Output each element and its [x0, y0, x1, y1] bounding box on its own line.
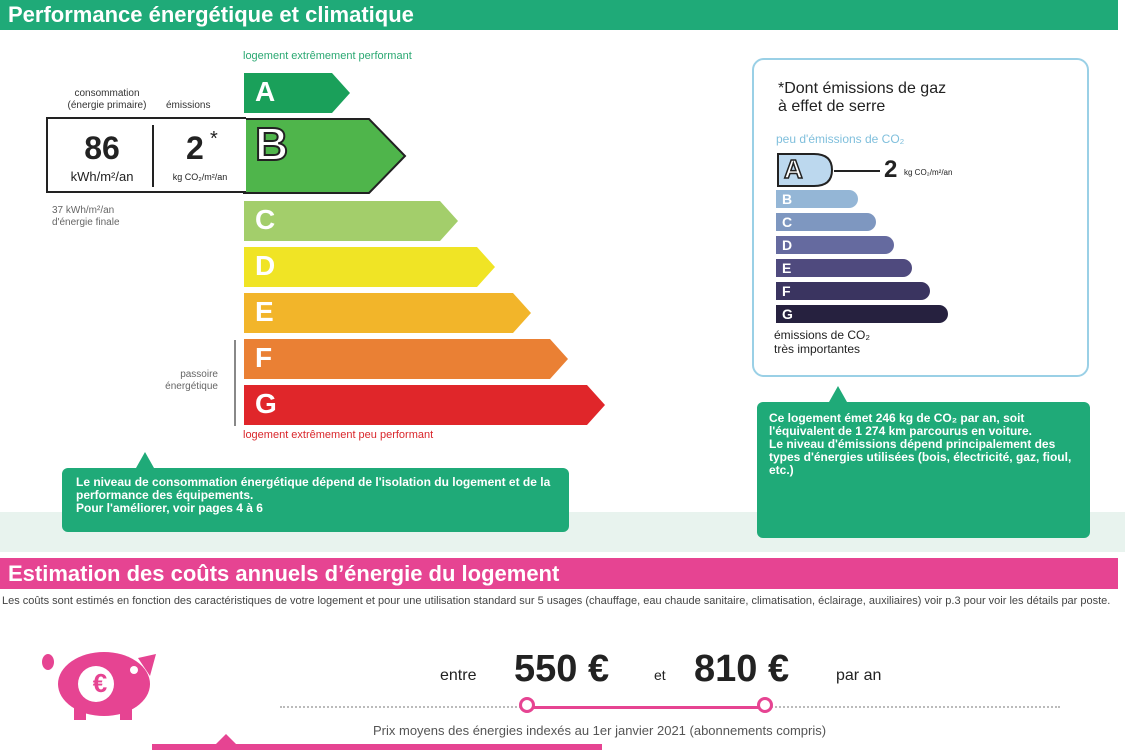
- grade-bar-e: [243, 292, 533, 332]
- range-min-marker: [519, 697, 535, 713]
- emissions-star: *: [210, 128, 218, 150]
- co2-bar-g: G: [776, 305, 948, 323]
- callout-pointer: [136, 452, 154, 468]
- range-max-marker: [757, 697, 773, 713]
- consumption-label: consommation (énergie primaire): [67, 88, 147, 111]
- energy-callout: Le niveau de consommation énergétique dépend de l'isolation du logement et de la performance des équipements. Pour l'améliorer, voir pages 4 à 6: [62, 468, 569, 532]
- section-title-costs: Estimation des coûts annuels d’énergie du logement: [0, 558, 1118, 589]
- grade-letter-c: C: [255, 204, 276, 235]
- value-box: [46, 117, 246, 193]
- top-scale-label: logement extrêmement performant: [243, 50, 412, 62]
- section-title-performance: Performance énergétique et climatique: [0, 0, 1118, 30]
- consumption-value: 86: [84, 130, 120, 166]
- ges-value: 2: [884, 156, 898, 183]
- cost-par-an: par an: [836, 667, 882, 684]
- ges-bottom-label: émissions de CO₂ très importantes: [774, 328, 871, 356]
- cost-et: et: [654, 667, 666, 683]
- consumption-unit: kWh/m²/an: [70, 169, 134, 184]
- bottom-scale-label: logement extrêmement peu performant: [243, 429, 434, 441]
- grade-letter-e: E: [255, 296, 274, 327]
- max-cost: 810 €: [694, 648, 790, 690]
- value-divider: [152, 125, 154, 187]
- grade-letter-d: D: [255, 250, 276, 281]
- grade-bar-g: [243, 384, 607, 424]
- grade-bar-b: [243, 118, 407, 192]
- grade-letter-a: A: [255, 76, 276, 107]
- emissions-value: 2: [186, 130, 204, 166]
- ges-current-grade: A: [784, 154, 803, 184]
- ges-callout-pointer: [829, 386, 847, 402]
- grade-bar-f: [243, 338, 570, 378]
- grade-letter-b: B: [255, 118, 289, 170]
- prices-note: Prix moyens des énergies indexés au 1er janvier 2021 (abonnements compris): [373, 723, 827, 738]
- passoire-bracket: [234, 340, 236, 426]
- ges-connector-line: [834, 170, 880, 172]
- co2-bar-b: B: [776, 190, 858, 208]
- grade-letter-f: F: [255, 342, 273, 373]
- cost-entre: entre: [440, 667, 477, 684]
- grade-bar-c: [243, 200, 460, 240]
- co2-bar-c: C: [776, 213, 876, 231]
- euro-symbol: €: [92, 668, 108, 698]
- ges-title: *Dont émissions de gaz à effet de serre: [778, 80, 947, 115]
- ges-unit: kg CO₂/m²/an: [904, 168, 953, 177]
- co2-bar-e: E: [776, 259, 912, 277]
- costs-intro: Les coûts sont estimés en fonction des caractéristiques de votre logement et pour une utilisation standard sur 5 usages (chauffage, eau chaude sanitaire, climatisation, éclairage, auxiliaires) voir p.3 pour voir les détails par poste.: [2, 595, 1111, 607]
- bottom-pink-pointer: [216, 734, 236, 744]
- co2-bar-f: F: [776, 282, 930, 300]
- emissions-label: émissions: [166, 100, 211, 111]
- ges-top-label: peu d'émissions de CO₂: [776, 132, 905, 146]
- ges-callout: Ce logement émet 246 kg de CO₂ par an, soit l'équivalent de 1 274 km parcourus en voiture. Le niveau d'émissions dépend principalement des types d'énergies utilisées (bois, électricité, gaz, fioul, etc.): [757, 402, 1090, 538]
- bottom-pink-bar: [152, 744, 602, 750]
- final-energy-note: 37 kWh/m²/an d'énergie finale: [52, 205, 120, 228]
- grade-letter-g: G: [255, 388, 277, 419]
- grade-bar-a: [243, 72, 352, 112]
- emissions-unit: kg CO₂/m²/an: [172, 172, 228, 182]
- grade-bar-d: [243, 246, 497, 286]
- min-cost: 550 €: [514, 648, 610, 690]
- co2-bar-d: D: [776, 236, 894, 254]
- passoire-label: passoire énergétique: [165, 369, 218, 392]
- range-bar: [528, 706, 765, 709]
